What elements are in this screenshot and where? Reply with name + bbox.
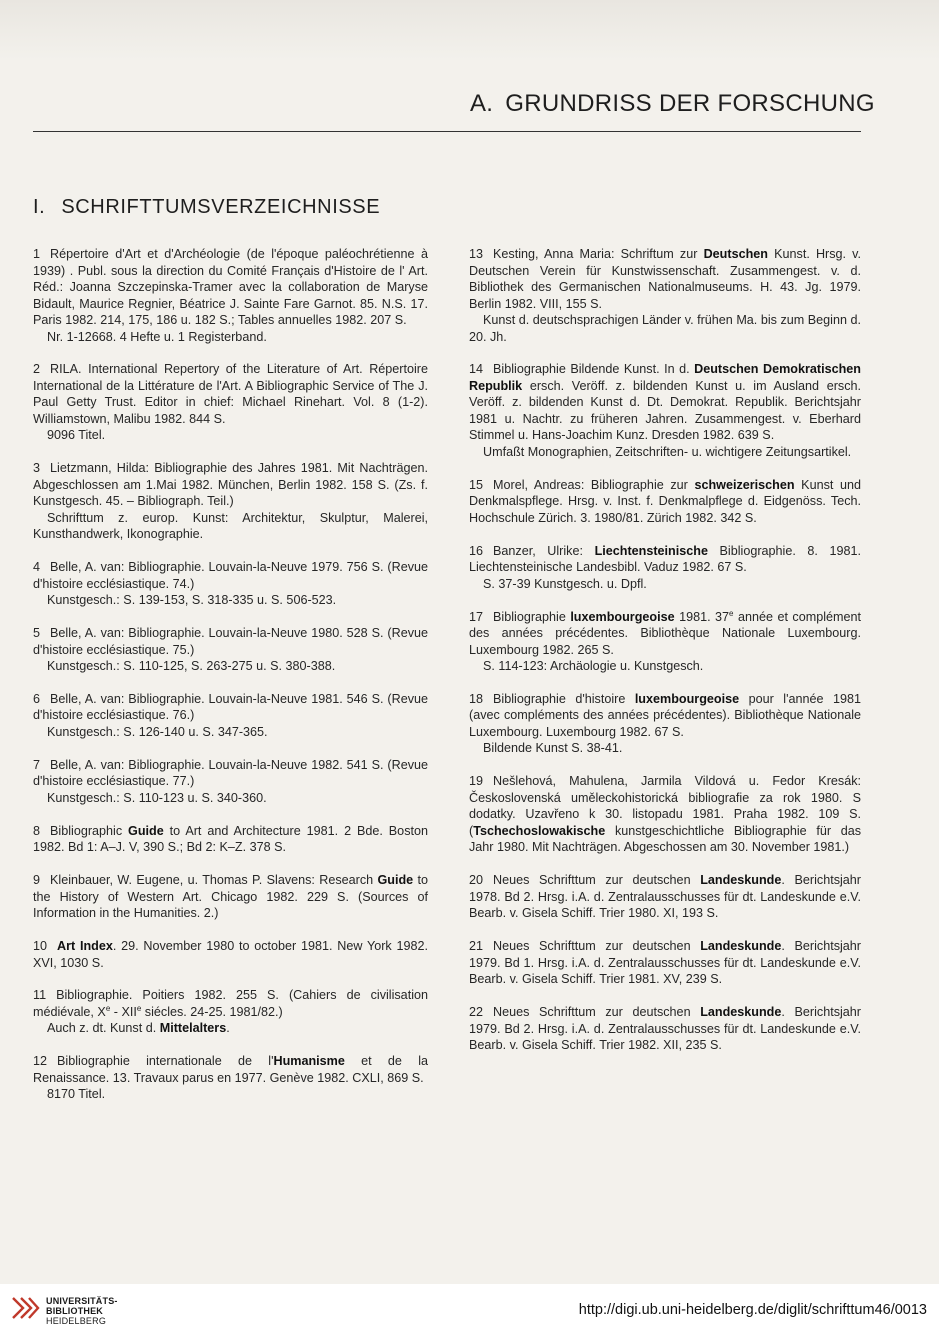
entry-number: 7 [33, 757, 41, 772]
entry-text: Belle, A. van: Bibliographie. Louvain-la-Neuve 1981. 546 S. (Revue d'histoire ecclésiastique. 76.) [33, 691, 428, 723]
entry-note [33, 1020, 428, 1037]
viewer-footer [0, 1284, 939, 1332]
left-column [33, 246, 428, 1119]
entry-note: Kunstgesch.: S. 126-140 u. S. 347-365. [47, 724, 268, 739]
entry-text: . Berichtsjahr 1978. Bd 2. Hrsg. i.A. d. Zentralausschusses für dt. Landeskunde e.V. Bearb. v. Gisela Schiff. Trier 1980. XI, 193 S. [469, 873, 861, 921]
bibliography-entry [33, 625, 428, 675]
entry-number: 13 [469, 247, 484, 261]
entry-text-pre: Bibliographie. Poitiers 1982. 255 S. (Cahiers de civilisation médiévale, X [33, 988, 428, 1019]
entry-number: 9 [33, 873, 41, 888]
entry-text: pour l'année 1981 (avec compléments des années précédentes). Bibliothèque Nationale Luxembourg. Luxembourg 1982. 67 S. [469, 691, 861, 739]
entry-note: Bildende Kunst S. 38-41. [483, 741, 623, 756]
entry-text-a: 1981. 37 [679, 609, 730, 624]
superscript: e [105, 1003, 111, 1013]
entry-number: 10 [33, 939, 48, 954]
entry-note: Kunstgesch.: S. 110-123 u. S. 340-360. [47, 790, 267, 805]
entry-text-pre: Bibliographic [50, 823, 123, 838]
entry-keyword: Deutschen [703, 247, 768, 261]
entry-text: et de la Renaissance. 13. Travaux parus en 1977. Genève 1982. CXLI, 869 S. [33, 1054, 429, 1085]
entry-text: siécles. 24-25. 1981/82.) [141, 1004, 283, 1019]
chapter-letter: A. [470, 90, 494, 117]
entry-text: Belle, A. van: Bibliographie. Louvain-la-Neuve 1980. 528 S. (Revue d'histoire ecclésiastique. 75.) [33, 626, 428, 657]
entry-text: Kunst. Hrsg. v. Deutschen Verein für Kunstwissenschaft. Zusammengest. v. d. Bibliothek des Germanischen Nationalmuseums. H. 43. Jg. 1979. Berlin 1982. VIII, 155 S. [469, 247, 862, 311]
entry-number: 12 [33, 1054, 48, 1069]
entry-keyword: Guide [377, 873, 414, 888]
entry-text: Répertoire d'Art et d'Archéologie (de l'époque paléochrétienne à 1939) . Publ. sous la direction du Comité Français d'Histoire de l' Art. Réd.: Joanna Szczepinska-Tramer avec la collaboration de Maryse Bidault, Maurice Regnier, Béatrice J. Sainte Fare Garnot. 85. N.S. 17. Paris 1982. 214, 175, 186 u. 182 S.; Tables annuelles 1982. 207 S. [33, 247, 428, 327]
entry-text: to the History of Western Art. Chicago 1982. 229 S. (Sources of Information in the Humanities. 2.) [33, 873, 428, 921]
entry-text: Kunst und Denkmalspflege. Hrsg. v. Inst. f. Denkmalpflege d. Eidgenöss. Tech. Hochschule Zürich. 3. 1980/81. Zürich 1982. 342 S. [469, 477, 861, 525]
bibliography-entry [469, 609, 861, 675]
entry-keyword: schweizerischen [694, 477, 795, 492]
chapter-title: GRUNDRISS DER FORSCHUNG [505, 90, 875, 117]
entry-keyword: Mittelalters [159, 1021, 227, 1036]
bibliography-entry [33, 938, 428, 971]
entry-keyword: Deutschen Demokratischen Republik [469, 362, 861, 393]
entry-note-post: . [226, 1021, 230, 1036]
entry-number: 22 [469, 1005, 484, 1020]
header-divider [33, 131, 861, 132]
bibliography-entry [469, 938, 861, 988]
entry-text-pre: Kesting, Anna Maria: Schriftum zur [493, 247, 698, 261]
entry-text: . Berichtsjahr 1979. Bd 1. Hrsg. i.A. d. Zentralausschusses für dt. Landeskunde e.V. Bearb. v. Gisela Schiff. Trier 1981. XV, 239 S. [469, 939, 861, 987]
bibliography-entry [33, 246, 428, 345]
entry-number: 16 [469, 543, 484, 558]
entry-text-pre: Kleinbauer, W. Eugene, u. Thomas P. Slavens: Research [50, 873, 374, 888]
entry-text: . Berichtsjahr 1979. Bd 2. Hrsg. i.A. d. Zentralausschusses für dt. Landeskunde e.V. Bearb. v. Gisela Schiff. Trier 1982. XII, 235 S. [469, 1005, 861, 1053]
entry-note: Schrifttum z. europ. Kunst: Architektur, Skulptur, Malerei, Kunsthandwerk, Ikonographie. [33, 510, 428, 542]
entry-number: 8 [33, 823, 41, 838]
entry-text: Belle, A. van: Bibliographie. Louvain-la-Neuve 1979. 756 S. (Revue d'histoire ecclésiastique. 74.) [33, 560, 428, 591]
entry-keyword: Liechtensteinische [594, 543, 708, 558]
entry-text-pre: Neues Schrifttum zur deutschen [493, 1005, 691, 1020]
logo-line: BIBLIOTHEK [46, 1306, 103, 1316]
entry-note: Umfaßt Monographien, Zeitschriften- u. wichtigere Zeitungsartikel. [483, 444, 852, 459]
entry-text-pre: Bibliographie internationale de l' [57, 1054, 274, 1069]
bibliography-entry [469, 543, 861, 593]
entry-number: 11 [33, 988, 47, 1003]
bibliography-entry [469, 1004, 861, 1054]
entry-note: Kunst d. deutschsprachigen Länder v. frühen Ma. bis zum Beginn d. 20. Jh. [469, 313, 861, 344]
entry-text: année et complément des années précédentes. Bibliothèque Nationale Luxembourg. Luxembourg 1982. 265 S. [469, 609, 861, 657]
entry-note: 9096 Titel. [47, 428, 106, 443]
logo-line: UNIVERSITÄTS- [46, 1296, 118, 1306]
entry-note-pre: Auch z. dt. Kunst d. [47, 1021, 157, 1036]
bibliography-entry [33, 987, 428, 1037]
entry-number: 18 [469, 691, 484, 706]
entry-keyword: Landeskunde [700, 873, 782, 888]
entry-text-pre: Morel, Andreas: Bibliographie zur [493, 477, 688, 492]
bibliography-entry [469, 691, 861, 757]
bibliography-entry [469, 361, 861, 460]
bibliography-entry [33, 872, 428, 922]
library-logo-text [46, 1296, 118, 1326]
entry-keyword: Landeskunde [700, 939, 782, 954]
entry-note: Kunstgesch.: S. 139-153, S. 318-335 u. S. 506-523. [47, 593, 337, 608]
bibliography-entry [33, 559, 428, 609]
entry-keyword: luxembourgeoise [634, 691, 740, 706]
entry-number: 19 [469, 774, 484, 789]
entry-number: 2 [33, 362, 41, 377]
entry-number: 21 [469, 939, 484, 954]
entry-number: 1 [33, 247, 41, 261]
entry-note: Nr. 1-12668. 4 Hefte u. 1 Registerband. [47, 329, 267, 344]
entry-text-pre: Neues Schrifttum zur deutschen [493, 873, 691, 888]
entry-number: 15 [469, 477, 484, 492]
entry-keyword: Art Index [57, 939, 113, 954]
entry-text-pre: Bibliographie d'histoire [493, 691, 626, 706]
entry-note: S. 37-39 Kunstgesch. u. Dpfl. [483, 576, 647, 591]
bibliography-entry [33, 1053, 428, 1103]
entry-number: 4 [33, 560, 41, 575]
entry-keyword: Tschechoslowakische [473, 823, 606, 838]
entry-text-pre: Neues Schrifttum zur deutschen [493, 939, 691, 954]
bibliography-entry [469, 477, 861, 527]
permalink-url[interactable]: http://digi.ub.uni-heidelberg.de/diglit/schrifttum46/0013 [578, 1302, 927, 1318]
entry-text: kunstgeschichtliche Bibliographie für das Jahr 1980. Mit Nachträgen. Abgeschossen am 30. November 1981.) [469, 823, 861, 855]
library-logo-icon [10, 1294, 40, 1322]
entry-number: 17 [469, 609, 484, 624]
entry-text-pre: Nešlehová, Mahulena, Jarmila Vildová u. Fedor Kresák: Československá uměleckohistorická bibliografie za rok 1980. S dodatky. Uzavřeno k 30. listopadu 1981. Praha 1982. 109 S. ( [469, 774, 861, 838]
entry-text: Bibliographie. 8. 1981. Liechtensteinische Landesbibl. Vaduz 1982. 67 S. [469, 543, 862, 575]
entry-text-pre: Banzer, Ulrike: [493, 543, 583, 558]
entry-number: 20 [469, 873, 484, 888]
bibliography-entry [33, 757, 428, 807]
entry-keyword: luxembourgeoise [570, 609, 675, 624]
entry-number: 3 [33, 461, 41, 476]
entry-text: Belle, A. van: Bibliographie. Louvain-la-Neuve 1982. 541 S. (Revue d'histoire ecclésiastique. 77.) [33, 757, 428, 789]
entry-keyword: Landeskunde [700, 1005, 782, 1020]
bibliography-entry [33, 460, 428, 543]
entry-text-mid: - XII [110, 1004, 137, 1019]
bibliography-entry [33, 823, 428, 856]
right-column [469, 246, 861, 1070]
entry-text: RILA. International Repertory of the Literature of Art. Répertoire International de la Littérature de l'Art. A Bibliographic Service of The J. Paul Getty Trust. Editor in chief: Michael Rinehart. Vol. 8 (1-2). Williamstown, Malibu 1982. 844 S. [33, 362, 428, 426]
bibliography-entry [469, 773, 861, 856]
entry-text: Lietzmann, Hilda: Bibliographie des Jahres 1981. Mit Nachträgen. Abgeschlossen am 1.Mai 1982. München, Berlin 1982. 158 S. (Zs. f. Kunstgesch. 45. – Bibliograph. Teil.) [33, 461, 428, 509]
section-title: SCHRIFTTUMSVERZEICHNISSE [61, 196, 381, 218]
entry-text: to Art and Architecture 1981. 2 Bde. Boston 1982. Bd 1: A–J. V, 390 S.; Bd 2: K–Z. 378 S. [33, 823, 428, 855]
bibliography-entry [469, 872, 861, 922]
entry-number: 5 [33, 626, 41, 641]
superscript: e [729, 608, 734, 618]
bibliography-entry [469, 246, 861, 345]
bibliography-entry [33, 361, 428, 444]
chapter-heading [470, 90, 875, 118]
bibliography-entry [33, 691, 428, 741]
section-heading [33, 196, 380, 219]
entry-note: S. 114-123: Archäologie u. Kunstgesch. [483, 659, 704, 674]
superscript: e [136, 1003, 142, 1013]
entry-note: Kunstgesch.: S. 110-125, S. 263-275 u. S. 380-388. [47, 659, 336, 674]
entry-number: 14 [469, 362, 484, 377]
entry-text: . 29. November 1980 to october 1981. New York 1982. XVI, 1030 S. [33, 939, 428, 970]
section-numeral: I. [33, 196, 46, 218]
entry-keyword: Humanisme [273, 1054, 345, 1069]
entry-text-pre: Bibliographie Bildende Kunst. In d. [493, 362, 690, 377]
entry-number: 6 [33, 691, 41, 706]
entry-keyword: Guide [128, 823, 164, 838]
entry-text-pre: Bibliographie [493, 609, 566, 624]
entry-text: ersch. Veröff. z. bildenden Kunst u. im Ausland ersch. Veröff. z. bildenden Kunst d. Dt. Demokrat. Republik. Berichtsjahr 1981 u. Nachtr. zu früheren Jahren. Zusammengest. v. Eberhard Stimmel u. Hans-Joachim Kunz. Dresden 1982. 639 S. [469, 378, 861, 443]
entry-note: 8170 Titel. [47, 1087, 106, 1102]
logo-line: HEIDELBERG [46, 1316, 107, 1326]
